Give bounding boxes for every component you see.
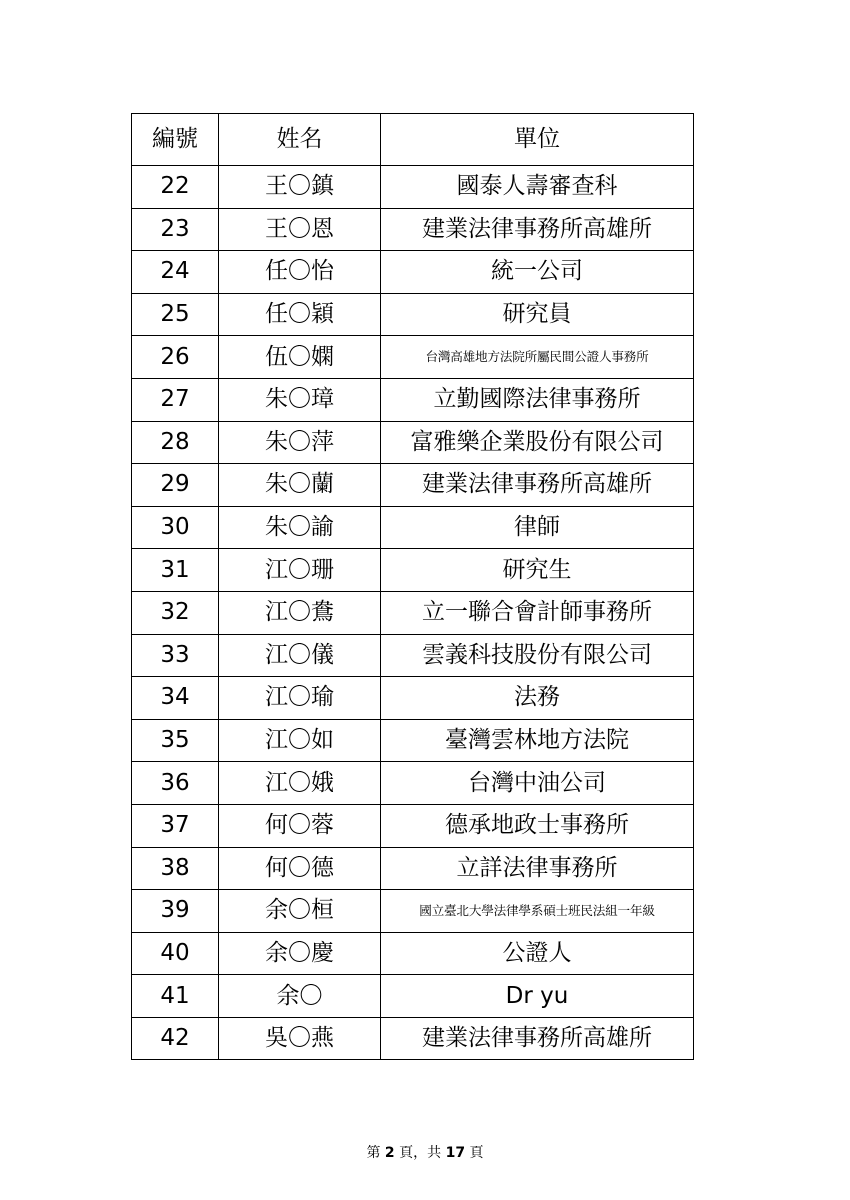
cell-no: 41 bbox=[132, 975, 219, 1018]
cell-unit: 法務 bbox=[381, 677, 694, 720]
table-row bbox=[132, 208, 694, 251]
attendee-table bbox=[131, 113, 694, 1060]
cell-name: 江〇瑜 bbox=[219, 677, 381, 720]
table-row bbox=[132, 378, 694, 421]
table-row bbox=[132, 166, 694, 209]
cell-name: 何〇蓉 bbox=[219, 804, 381, 847]
cell-unit: 研究員 bbox=[381, 293, 694, 336]
cell-name: 江〇儀 bbox=[219, 634, 381, 677]
cell-unit: 律師 bbox=[381, 506, 694, 549]
header-name: 姓名 bbox=[219, 114, 381, 166]
cell-unit: 國泰人壽審查科 bbox=[381, 166, 694, 209]
page-footer bbox=[0, 1142, 850, 1162]
footer-page-number: 2 bbox=[384, 1145, 395, 1161]
cell-name: 朱〇蘭 bbox=[219, 464, 381, 507]
cell-name: 江〇鴦 bbox=[219, 591, 381, 634]
cell-no: 36 bbox=[132, 762, 219, 805]
cell-no: 42 bbox=[132, 1017, 219, 1060]
table-row bbox=[132, 464, 694, 507]
table-row bbox=[132, 421, 694, 464]
table-row bbox=[132, 719, 694, 762]
footer-middle: 頁，共 bbox=[399, 1145, 442, 1161]
cell-name: 吳〇燕 bbox=[219, 1017, 381, 1060]
cell-no: 26 bbox=[132, 336, 219, 379]
cell-unit: 建業法律事務所高雄所 bbox=[381, 464, 694, 507]
cell-unit: 建業法律事務所高雄所 bbox=[381, 1017, 694, 1060]
cell-name: 何〇德 bbox=[219, 847, 381, 890]
cell-no: 35 bbox=[132, 719, 219, 762]
cell-unit: 台灣高雄地方法院所屬民間公證人事務所 bbox=[381, 336, 694, 379]
cell-no: 24 bbox=[132, 251, 219, 294]
table-row bbox=[132, 890, 694, 933]
cell-no: 37 bbox=[132, 804, 219, 847]
table-body bbox=[132, 166, 694, 1060]
cell-no: 25 bbox=[132, 293, 219, 336]
table-row bbox=[132, 293, 694, 336]
cell-no: 22 bbox=[132, 166, 219, 209]
footer-total-pages: 17 bbox=[445, 1145, 466, 1161]
cell-unit: 國立臺北大學法律學系碩士班民法組一年級 bbox=[381, 890, 694, 933]
cell-name: 余〇 bbox=[219, 975, 381, 1018]
cell-unit: 建業法律事務所高雄所 bbox=[381, 208, 694, 251]
cell-name: 朱〇萍 bbox=[219, 421, 381, 464]
cell-no: 27 bbox=[132, 378, 219, 421]
cell-no: 38 bbox=[132, 847, 219, 890]
cell-no: 28 bbox=[132, 421, 219, 464]
table-row bbox=[132, 762, 694, 805]
cell-unit: 立詳法律事務所 bbox=[381, 847, 694, 890]
cell-no: 31 bbox=[132, 549, 219, 592]
table-row bbox=[132, 847, 694, 890]
cell-name: 江〇珊 bbox=[219, 549, 381, 592]
cell-name: 余〇桓 bbox=[219, 890, 381, 933]
cell-no: 32 bbox=[132, 591, 219, 634]
cell-no: 29 bbox=[132, 464, 219, 507]
cell-unit: 台灣中油公司 bbox=[381, 762, 694, 805]
cell-name: 王〇鎮 bbox=[219, 166, 381, 209]
cell-unit: 研究生 bbox=[381, 549, 694, 592]
cell-name: 伍〇嫻 bbox=[219, 336, 381, 379]
table-row bbox=[132, 336, 694, 379]
table-row bbox=[132, 251, 694, 294]
cell-name: 江〇如 bbox=[219, 719, 381, 762]
cell-unit: 立一聯合會計師事務所 bbox=[381, 591, 694, 634]
cell-name: 江〇娥 bbox=[219, 762, 381, 805]
cell-unit: 富雅樂企業股份有限公司 bbox=[381, 421, 694, 464]
table-row bbox=[132, 1017, 694, 1060]
cell-unit: 統一公司 bbox=[381, 251, 694, 294]
table-header bbox=[132, 114, 694, 166]
cell-no: 33 bbox=[132, 634, 219, 677]
footer-prefix: 第 bbox=[366, 1145, 381, 1161]
table-row bbox=[132, 975, 694, 1018]
table-row bbox=[132, 549, 694, 592]
cell-name: 任〇穎 bbox=[219, 293, 381, 336]
table-row bbox=[132, 804, 694, 847]
cell-unit: 立勤國際法律事務所 bbox=[381, 378, 694, 421]
cell-name: 朱〇璋 bbox=[219, 378, 381, 421]
cell-no: 40 bbox=[132, 932, 219, 975]
footer-suffix: 頁 bbox=[469, 1145, 484, 1161]
table-row bbox=[132, 634, 694, 677]
cell-no: 30 bbox=[132, 506, 219, 549]
cell-no: 39 bbox=[132, 890, 219, 933]
table-row bbox=[132, 506, 694, 549]
cell-name: 朱〇諭 bbox=[219, 506, 381, 549]
table-row bbox=[132, 677, 694, 720]
cell-no: 23 bbox=[132, 208, 219, 251]
cell-no: 34 bbox=[132, 677, 219, 720]
table-row bbox=[132, 932, 694, 975]
cell-unit: 臺灣雲林地方法院 bbox=[381, 719, 694, 762]
cell-name: 任〇怡 bbox=[219, 251, 381, 294]
table-row bbox=[132, 591, 694, 634]
cell-unit: 公證人 bbox=[381, 932, 694, 975]
cell-name: 王〇恩 bbox=[219, 208, 381, 251]
cell-unit: 雲義科技股份有限公司 bbox=[381, 634, 694, 677]
cell-unit: Dr yu bbox=[381, 975, 694, 1018]
cell-name: 余〇慶 bbox=[219, 932, 381, 975]
header-unit: 單位 bbox=[381, 114, 694, 166]
header-no: 編號 bbox=[132, 114, 219, 166]
cell-unit: 德承地政士事務所 bbox=[381, 804, 694, 847]
header-row bbox=[132, 114, 694, 166]
